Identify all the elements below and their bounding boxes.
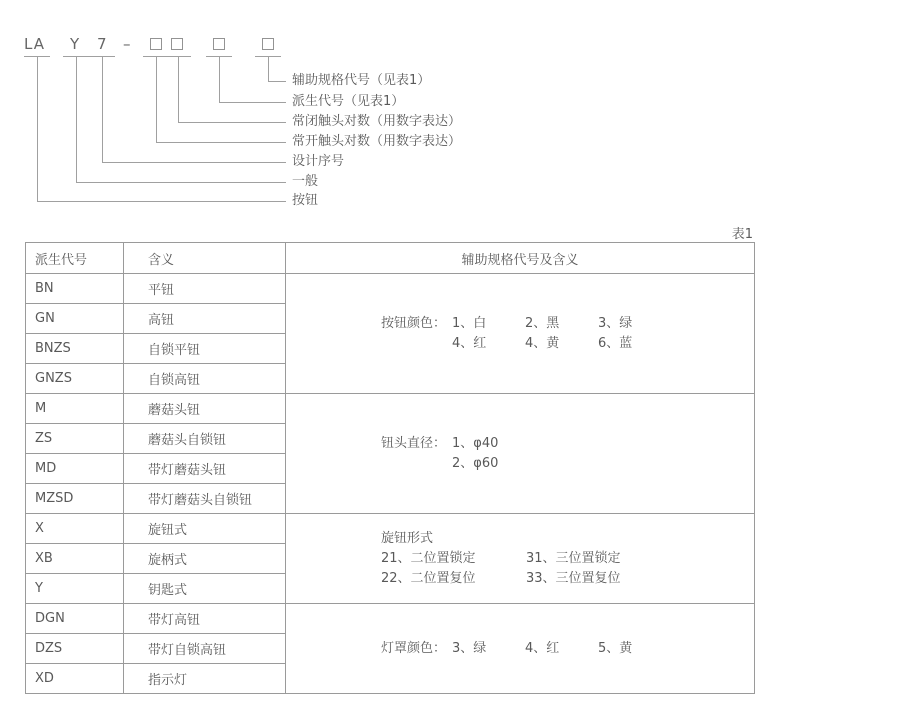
leader-line bbox=[76, 182, 286, 183]
derived-code-cell: GN bbox=[26, 304, 124, 334]
meaning-cell: 带灯蘑菇头自锁钮 bbox=[124, 484, 286, 514]
derived-code-cell: DZS bbox=[26, 634, 124, 664]
placeholder-box-icon bbox=[213, 38, 225, 50]
aux-block-line bbox=[381, 639, 754, 659]
derived-code-cell: ZS bbox=[26, 424, 124, 454]
leader-line bbox=[219, 102, 286, 103]
placeholder-box-icon bbox=[171, 38, 183, 50]
leader-line bbox=[37, 201, 286, 202]
code-part-series-prefix: LA bbox=[24, 35, 45, 53]
table-row bbox=[26, 394, 755, 424]
aux-block-line bbox=[381, 454, 754, 474]
derived-code-cell: BN bbox=[26, 274, 124, 304]
diagram-label-nc-contacts: 常闭触头对数（用数字表达） bbox=[292, 114, 462, 129]
leader-line bbox=[37, 56, 38, 201]
aux-option: 2、黑 bbox=[525, 315, 560, 331]
meaning-cell: 带灯蘑菇头钮 bbox=[124, 454, 286, 484]
aux-option: 4、红 bbox=[452, 335, 487, 351]
spec-table-body bbox=[26, 274, 755, 694]
derived-code-cell: XD bbox=[26, 664, 124, 694]
meaning-cell: 高钮 bbox=[124, 304, 286, 334]
leader-line bbox=[156, 56, 157, 142]
placeholder-box-icon bbox=[262, 38, 274, 50]
derived-code-cell: DGN bbox=[26, 604, 124, 634]
aux-option: 2、φ60 bbox=[452, 455, 499, 471]
leader-line bbox=[178, 56, 179, 122]
table-caption: 表1 bbox=[731, 227, 753, 242]
table-row bbox=[26, 514, 755, 544]
derived-code-cell: Y bbox=[26, 574, 124, 604]
aux-option: 4、红 bbox=[525, 640, 560, 656]
aux-option: 5、黄 bbox=[598, 640, 633, 656]
placeholder-box-icon bbox=[150, 38, 162, 50]
aux-block-label: 灯罩颜色： bbox=[381, 640, 447, 656]
meaning-cell: 带灯自锁高钮 bbox=[124, 634, 286, 664]
leader-line bbox=[102, 162, 286, 163]
aux-spec-block bbox=[286, 314, 754, 354]
header-meaning: 含义 bbox=[124, 243, 286, 274]
aux-option: 21、二位置锁定 bbox=[381, 550, 476, 566]
aux-block-line bbox=[381, 334, 754, 354]
aux-spec-block bbox=[286, 434, 754, 474]
diagram-label-aux-spec: 辅助规格代号（见表1） bbox=[292, 73, 431, 88]
meaning-cell: 旋钮式 bbox=[124, 514, 286, 544]
code-part-general: Y bbox=[70, 35, 81, 53]
derived-code-cell: MZSD bbox=[26, 484, 124, 514]
derived-code-cell: GNZS bbox=[26, 364, 124, 394]
spec-table bbox=[25, 242, 755, 694]
aux-block-line bbox=[381, 569, 754, 589]
aux-option: 33、三位置复位 bbox=[526, 570, 621, 586]
aux-option: 31、三位置锁定 bbox=[526, 550, 621, 566]
diagram-label-design-number: 设计序号 bbox=[292, 154, 345, 169]
code-part-design-number: 7 bbox=[97, 35, 108, 53]
aux-spec-block bbox=[286, 639, 754, 659]
derived-code-cell: XB bbox=[26, 544, 124, 574]
table-row bbox=[26, 274, 755, 304]
meaning-cell: 指示灯 bbox=[124, 664, 286, 694]
aux-spec-cell bbox=[286, 604, 755, 694]
aux-option: 3、绿 bbox=[598, 315, 633, 331]
leader-line bbox=[268, 56, 269, 81]
derived-code-cell: BNZS bbox=[26, 334, 124, 364]
leader-line bbox=[219, 56, 220, 102]
leader-line bbox=[76, 56, 77, 182]
aux-block-line bbox=[381, 434, 754, 454]
dash-separator: – bbox=[123, 35, 132, 53]
leader-line bbox=[156, 142, 286, 143]
derived-code-cell: M bbox=[26, 394, 124, 424]
aux-spec-cell bbox=[286, 274, 755, 394]
diagram-label-general: 一般 bbox=[292, 174, 319, 189]
header-aux-spec: 辅助规格代号及含义 bbox=[286, 243, 755, 274]
aux-option: 3、绿 bbox=[452, 640, 487, 656]
leader-line bbox=[268, 81, 286, 82]
aux-option: 22、二位置复位 bbox=[381, 570, 476, 586]
meaning-cell: 平钮 bbox=[124, 274, 286, 304]
aux-spec-block bbox=[286, 529, 754, 589]
table-row bbox=[26, 604, 755, 634]
aux-option: 1、φ40 bbox=[452, 435, 499, 451]
header-derived-code: 派生代号 bbox=[26, 243, 124, 274]
leader-line bbox=[178, 122, 286, 123]
meaning-cell: 自锁平钮 bbox=[124, 334, 286, 364]
aux-block-line bbox=[381, 549, 754, 569]
aux-block-label: 钮头直径： bbox=[381, 435, 447, 451]
diagram-label-derived-code: 派生代号（见表1） bbox=[292, 94, 405, 109]
derived-code-cell: MD bbox=[26, 454, 124, 484]
diagram-label-no-contacts: 常开触头对数（用数字表达） bbox=[292, 134, 462, 149]
aux-option: 1、白 bbox=[452, 315, 487, 331]
aux-spec-cell bbox=[286, 394, 755, 514]
aux-block-label: 按钮颜色： bbox=[381, 315, 447, 331]
diagram-label-pushbutton: 按钮 bbox=[292, 193, 319, 208]
table-header-row bbox=[26, 243, 755, 274]
meaning-cell: 蘑菇头自锁钮 bbox=[124, 424, 286, 454]
meaning-cell: 蘑菇头钮 bbox=[124, 394, 286, 424]
leader-line bbox=[102, 56, 103, 162]
aux-option: 6、蓝 bbox=[598, 335, 633, 351]
meaning-cell: 自锁高钮 bbox=[124, 364, 286, 394]
derived-code-cell: X bbox=[26, 514, 124, 544]
aux-block-title: 旋钮形式 bbox=[381, 530, 434, 546]
aux-option: 4、黄 bbox=[525, 335, 560, 351]
meaning-cell: 旋柄式 bbox=[124, 544, 286, 574]
aux-block-line bbox=[381, 314, 754, 334]
model-code-diagram bbox=[0, 0, 900, 220]
meaning-cell: 带灯高钮 bbox=[124, 604, 286, 634]
meaning-cell: 钥匙式 bbox=[124, 574, 286, 604]
aux-spec-cell bbox=[286, 514, 755, 604]
